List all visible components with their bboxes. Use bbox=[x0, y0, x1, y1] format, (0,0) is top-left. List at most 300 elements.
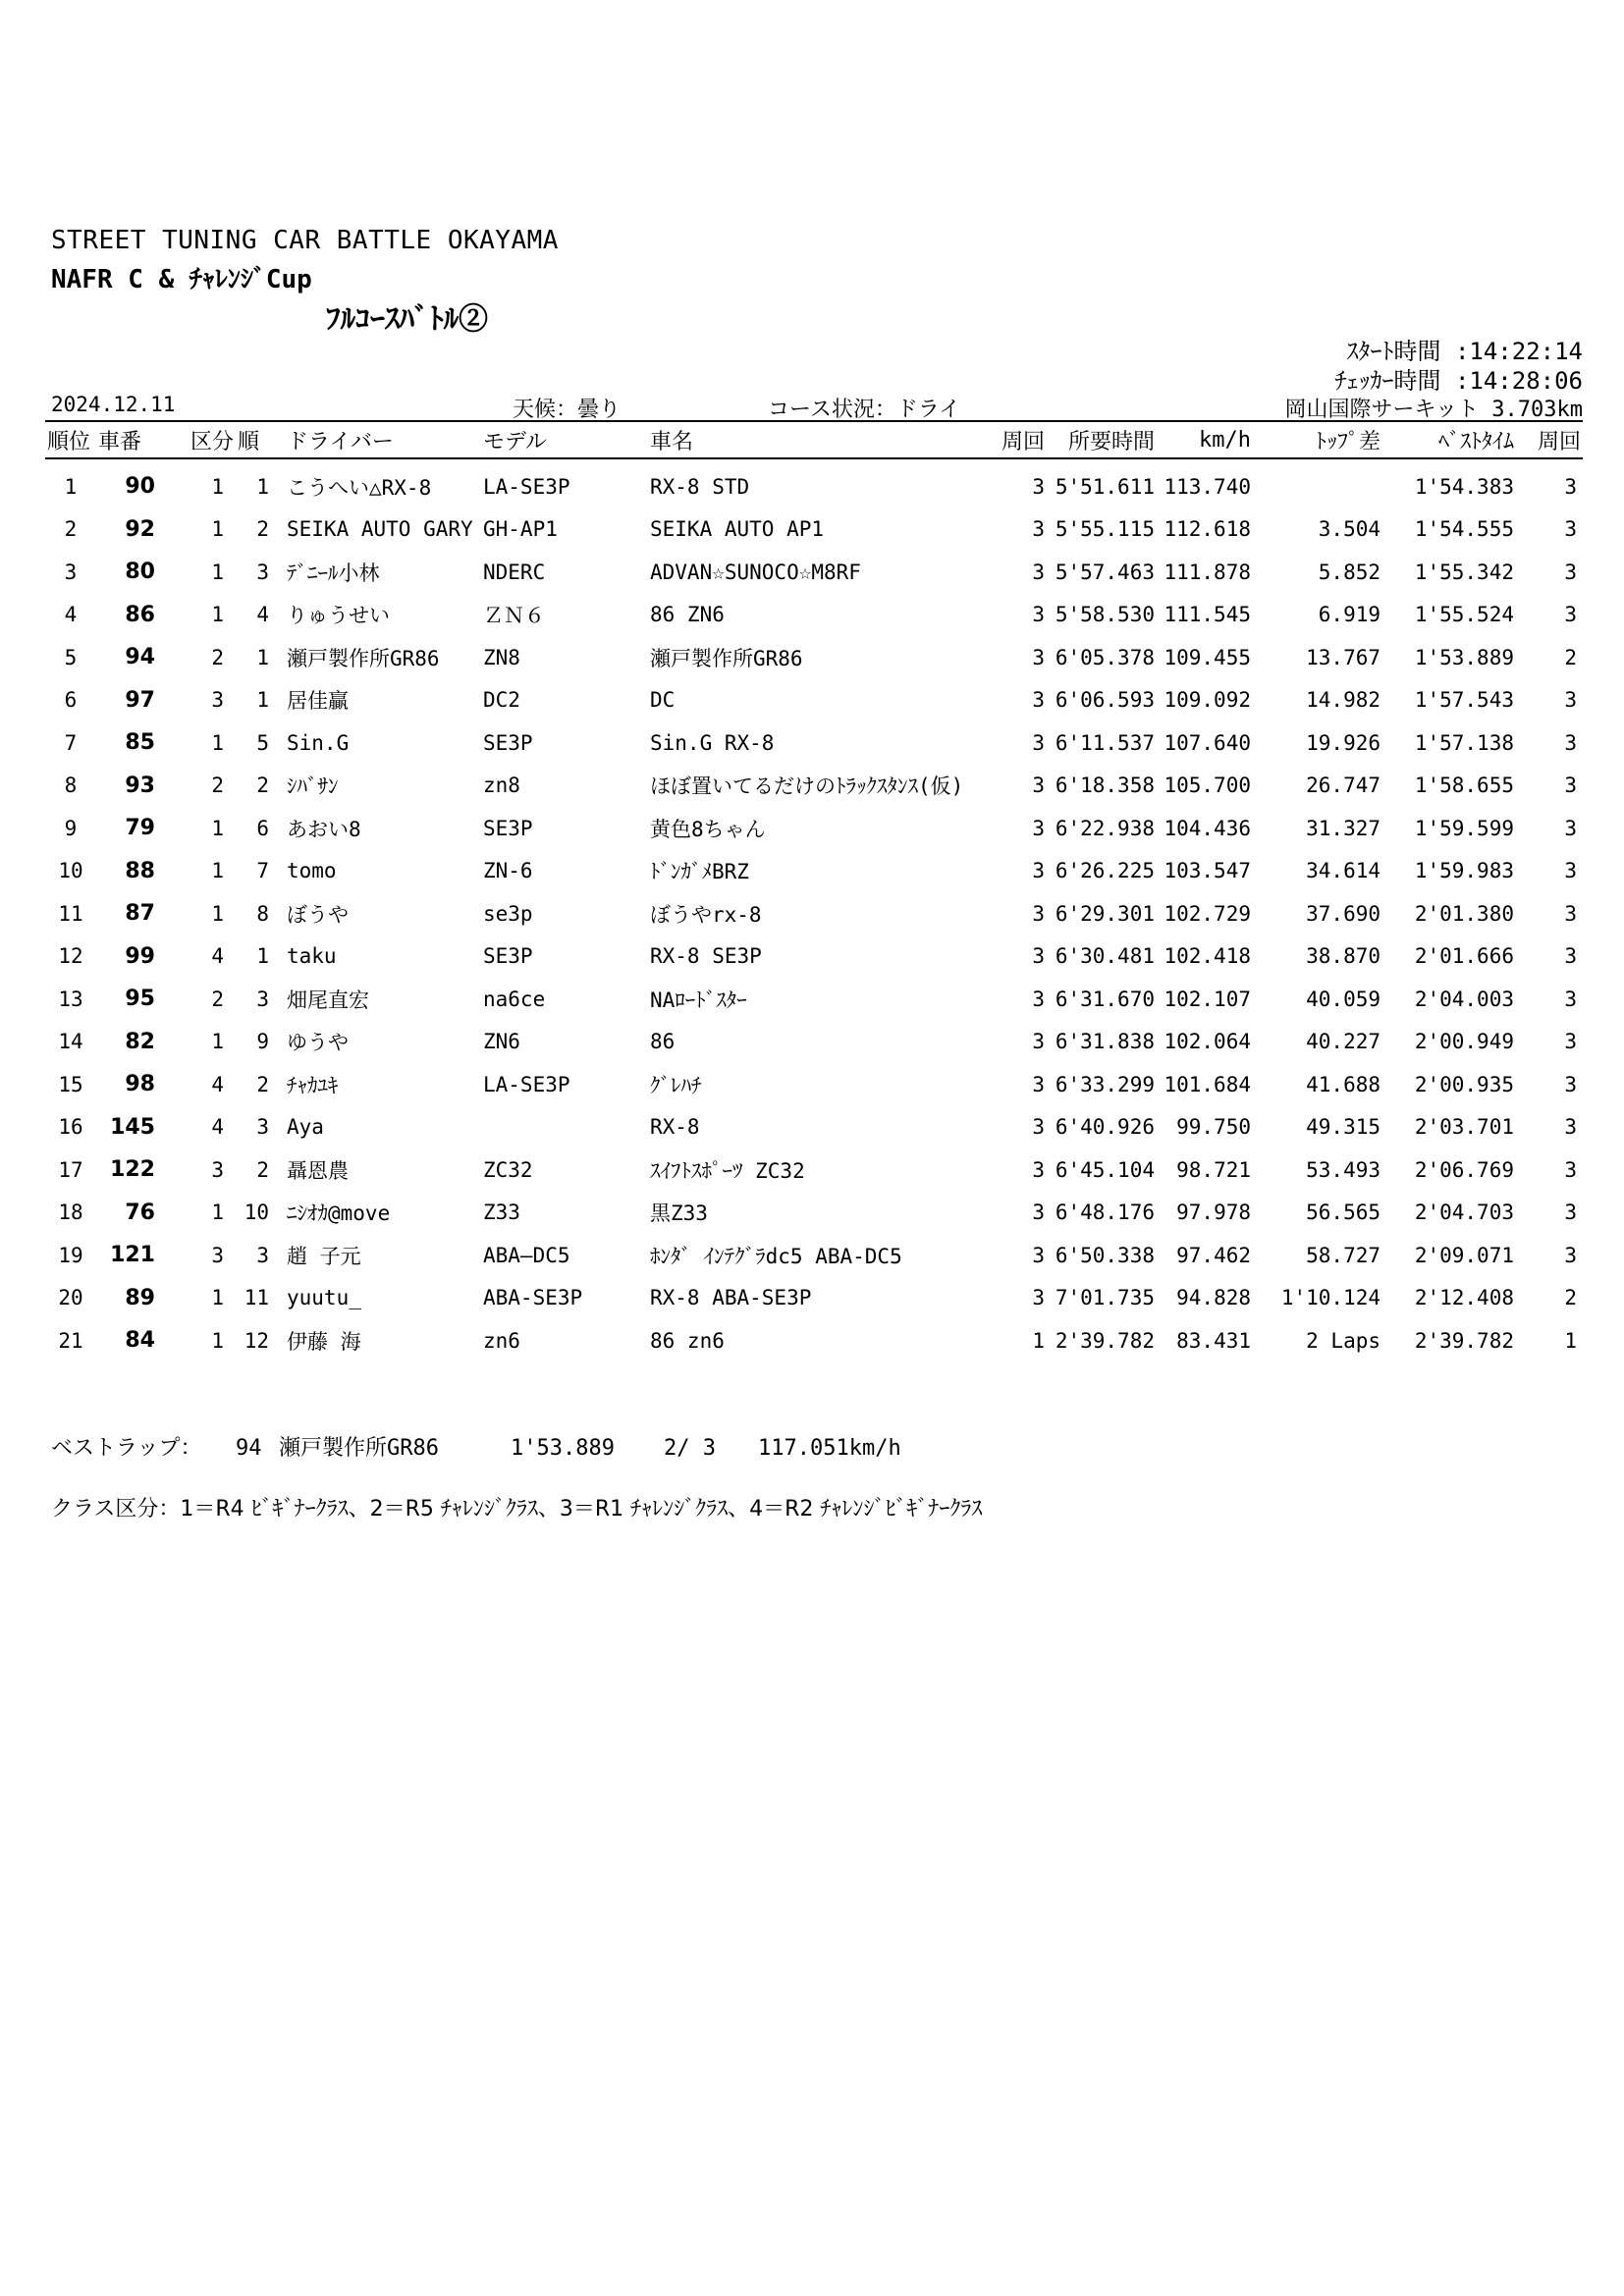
cell-total-time: 6'33.299 bbox=[1055, 1072, 1155, 1096]
cell-model: SE3P bbox=[483, 944, 533, 969]
cell-position: 3 bbox=[64, 560, 78, 584]
cell-laps: 3 bbox=[1032, 1157, 1045, 1182]
cell-laps: 3 bbox=[1032, 987, 1045, 1011]
cell-car-name: ﾄﾞﾝｶﾞﾒBRZ bbox=[650, 860, 749, 884]
cell-car-name: ぼうやrx-8 bbox=[650, 902, 762, 927]
cell-model: Z33 bbox=[483, 1201, 520, 1225]
cell-car-number: 98 bbox=[125, 1072, 155, 1097]
cell-total-time: 6'22.938 bbox=[1055, 816, 1155, 840]
cell-class-position: 2 bbox=[256, 1072, 269, 1096]
cell-class: 2 bbox=[211, 987, 224, 1011]
cell-class: 2 bbox=[211, 645, 224, 669]
cell-model: ＺＮ６ bbox=[483, 604, 545, 628]
cell-gap: 37.690 bbox=[1306, 901, 1380, 926]
cell-speed: 83.431 bbox=[1176, 1328, 1251, 1353]
cell-best-time: 2'00.935 bbox=[1414, 1072, 1514, 1096]
best-lap-car-no: 94 bbox=[236, 1436, 262, 1461]
cell-laps: 3 bbox=[1032, 1115, 1045, 1140]
cell-speed: 113.740 bbox=[1164, 474, 1251, 499]
cell-car-number: 80 bbox=[125, 560, 155, 585]
best-lap-lap: 2/ 3 bbox=[664, 1436, 716, 1461]
cell-total-time: 5'57.463 bbox=[1055, 560, 1155, 584]
cell-model: zn6 bbox=[483, 1328, 520, 1353]
cell-position: 9 bbox=[64, 816, 78, 840]
cell-model: LA-SE3P bbox=[483, 474, 570, 499]
cell-class-position: 2 bbox=[256, 1157, 269, 1182]
cell-class-position: 9 bbox=[256, 1030, 269, 1054]
cell-car-number: 94 bbox=[125, 645, 155, 670]
cell-car-number: 145 bbox=[110, 1114, 155, 1140]
cell-class: 1 bbox=[211, 1286, 224, 1310]
cell-position: 17 bbox=[58, 1157, 83, 1182]
cell-gap: 14.982 bbox=[1306, 688, 1380, 713]
cell-speed: 112.618 bbox=[1164, 517, 1251, 542]
race-date: 2024.12.11 bbox=[51, 393, 176, 416]
table-row bbox=[45, 636, 1583, 679]
cell-car-number: 85 bbox=[125, 730, 155, 756]
circuit-name: 岡山国際サーキット 3.703km bbox=[1284, 398, 1583, 422]
table-row bbox=[45, 1148, 1583, 1192]
cell-class: 1 bbox=[211, 730, 224, 755]
cell-best-lap: 2 bbox=[1564, 1286, 1577, 1310]
cell-gap: 1'10.124 bbox=[1280, 1286, 1380, 1310]
cell-car-number: 121 bbox=[110, 1243, 155, 1268]
cell-best-lap: 3 bbox=[1564, 901, 1577, 926]
cell-car-name: ADVAN☆SUNOCO☆M8RF bbox=[650, 560, 861, 584]
cell-speed: 107.640 bbox=[1164, 730, 1251, 755]
cell-car-name: RX-8 STD bbox=[650, 474, 750, 499]
cell-best-time: 2'39.782 bbox=[1414, 1328, 1514, 1353]
cell-gap: 38.870 bbox=[1306, 944, 1380, 969]
cell-car-name: RX-8 ABA-SE3P bbox=[650, 1286, 812, 1310]
cell-best-time: 2'01.666 bbox=[1414, 944, 1514, 969]
cell-car-name: 瀬戸製作所GR86 bbox=[650, 646, 803, 670]
cell-total-time: 6'06.593 bbox=[1055, 688, 1155, 713]
cell-driver: Sin.G bbox=[287, 730, 350, 755]
cell-car-name: 86 zn6 bbox=[650, 1328, 725, 1353]
cell-car-number: 122 bbox=[110, 1157, 155, 1183]
cell-car-name: 86 ZN6 bbox=[650, 603, 725, 627]
cell-gap: 3.504 bbox=[1318, 517, 1380, 542]
cell-car-number: 88 bbox=[125, 858, 155, 883]
cell-class-position: 1 bbox=[256, 474, 269, 499]
cell-best-lap: 3 bbox=[1564, 1201, 1577, 1225]
table-row bbox=[45, 935, 1583, 979]
cell-laps: 3 bbox=[1032, 1072, 1045, 1096]
cell-speed: 99.750 bbox=[1176, 1115, 1251, 1140]
best-lap-label: ベストラップ： bbox=[51, 1436, 202, 1461]
cell-model: zn8 bbox=[483, 774, 520, 798]
best-lap-time: 1'53.889 bbox=[511, 1436, 615, 1461]
cell-gap: 56.565 bbox=[1306, 1201, 1380, 1225]
cell-driver: 趙 子元 bbox=[287, 1244, 361, 1268]
cell-laps: 1 bbox=[1032, 1328, 1045, 1353]
cell-model: GH-AP1 bbox=[483, 517, 558, 542]
table-row bbox=[45, 508, 1583, 552]
cell-total-time: 6'45.104 bbox=[1055, 1157, 1155, 1182]
cell-model: ZN-6 bbox=[483, 859, 533, 883]
cell-total-time: 6'05.378 bbox=[1055, 645, 1155, 669]
col-header: 順位 bbox=[45, 421, 96, 458]
cell-driver: ﾆｼｵｶ@move bbox=[287, 1201, 391, 1226]
cell-laps: 3 bbox=[1032, 859, 1045, 883]
cell-model: SE3P bbox=[483, 816, 533, 840]
col-header: 区分 bbox=[157, 421, 236, 458]
cell-class-position: 8 bbox=[256, 901, 269, 926]
table-row bbox=[45, 1192, 1583, 1235]
cell-total-time: 6'30.481 bbox=[1055, 944, 1155, 969]
cell-best-time: 1'59.983 bbox=[1414, 859, 1514, 883]
cell-laps: 3 bbox=[1032, 645, 1045, 669]
cell-gap bbox=[1253, 458, 1382, 508]
cell-driver: ｼﾊﾞｻﾝ bbox=[287, 774, 339, 799]
cell-car-name: NAﾛｰﾄﾞｽﾀｰ bbox=[650, 988, 747, 1012]
cell-best-lap: 3 bbox=[1564, 774, 1577, 798]
cell-speed: 103.547 bbox=[1164, 859, 1251, 883]
cell-position: 6 bbox=[64, 688, 78, 713]
table-row bbox=[45, 1106, 1583, 1149]
cell-position: 21 bbox=[58, 1328, 83, 1353]
cell-best-time: 1'54.555 bbox=[1414, 517, 1514, 542]
cell-position: 20 bbox=[58, 1286, 83, 1310]
cell-speed: 109.455 bbox=[1164, 645, 1251, 669]
course-condition: コース状況：ドライ bbox=[768, 398, 961, 422]
cell-speed: 98.721 bbox=[1176, 1157, 1251, 1182]
cell-total-time: 2'39.782 bbox=[1055, 1328, 1155, 1353]
cell-car-number: 89 bbox=[125, 1285, 155, 1310]
cell-car-name: ｽｲﾌﾄｽﾎﾟｰﾂ ZC32 bbox=[650, 1158, 805, 1183]
cell-gap: 58.727 bbox=[1306, 1243, 1380, 1267]
cell-class: 1 bbox=[211, 603, 224, 627]
cell-car-name: Sin.G RX-8 bbox=[650, 730, 775, 755]
cell-car-number: 76 bbox=[125, 1200, 155, 1225]
cell-best-time: 1'57.543 bbox=[1414, 688, 1514, 713]
cell-class-position: 2 bbox=[256, 774, 269, 798]
cell-best-time: 1'54.383 bbox=[1414, 474, 1514, 499]
cell-best-lap: 3 bbox=[1564, 474, 1577, 499]
cell-laps: 3 bbox=[1032, 1201, 1045, 1225]
cell-position: 14 bbox=[58, 1030, 83, 1054]
cell-speed: 111.878 bbox=[1164, 560, 1251, 584]
col-header: 周回 bbox=[996, 421, 1047, 458]
cell-car-name: DC bbox=[650, 688, 676, 713]
cell-best-time: 1'55.524 bbox=[1414, 603, 1514, 627]
table-row bbox=[45, 1277, 1583, 1320]
cell-car-number: 82 bbox=[125, 1029, 155, 1054]
cell-car-number: 79 bbox=[125, 816, 155, 841]
cell-best-lap: 3 bbox=[1564, 987, 1577, 1011]
start-time: ｽﾀｰﾄ時間 :14:22:14 bbox=[1346, 338, 1583, 365]
col-header: 周回 bbox=[1516, 421, 1583, 458]
cell-driver: あおい8 bbox=[287, 817, 361, 841]
cell-best-lap: 3 bbox=[1564, 517, 1577, 542]
cell-class: 4 bbox=[211, 1115, 224, 1140]
cell-class: 1 bbox=[211, 474, 224, 499]
cell-position: 13 bbox=[58, 987, 83, 1011]
cell-laps: 3 bbox=[1032, 517, 1045, 542]
cell-best-lap: 3 bbox=[1564, 1157, 1577, 1182]
cell-driver: 聶恩農 bbox=[287, 1158, 349, 1183]
cell-speed: 102.107 bbox=[1164, 987, 1251, 1011]
cell-gap: 53.493 bbox=[1306, 1157, 1380, 1182]
col-header: 所要時間 bbox=[1047, 421, 1157, 458]
cell-gap: 40.059 bbox=[1306, 987, 1380, 1011]
cell-class: 3 bbox=[211, 1243, 224, 1267]
cell-laps: 3 bbox=[1032, 774, 1045, 798]
cell-best-time: 2'01.380 bbox=[1414, 901, 1514, 926]
cell-gap: 26.747 bbox=[1306, 774, 1380, 798]
race-title: ﾌﾙｺｰｽﾊﾞﾄﾙ② bbox=[326, 302, 488, 337]
cell-position: 12 bbox=[58, 944, 83, 969]
table-row bbox=[45, 679, 1583, 722]
cell-driver: ゆうや bbox=[287, 1031, 349, 1055]
cell-gap: 41.688 bbox=[1306, 1072, 1380, 1096]
table-row bbox=[45, 850, 1583, 893]
cell-position: 4 bbox=[64, 603, 78, 627]
cell-gap: 40.227 bbox=[1306, 1030, 1380, 1054]
cell-best-time: 1'59.599 bbox=[1414, 816, 1514, 840]
cell-car-number: 86 bbox=[125, 602, 155, 627]
cell-class-position: 7 bbox=[256, 859, 269, 883]
cell-class: 4 bbox=[211, 944, 224, 969]
cell-laps: 3 bbox=[1032, 944, 1045, 969]
cell-total-time: 6'40.926 bbox=[1055, 1115, 1155, 1140]
col-header: 車番 bbox=[96, 421, 157, 458]
cell-best-lap: 3 bbox=[1564, 603, 1577, 627]
cell-best-lap: 3 bbox=[1564, 816, 1577, 840]
cell-speed: 109.092 bbox=[1164, 688, 1251, 713]
cell-class: 3 bbox=[211, 1157, 224, 1182]
cell-car-number: 92 bbox=[125, 516, 155, 542]
cell-model: ZC32 bbox=[483, 1157, 533, 1182]
cell-best-lap: 3 bbox=[1564, 944, 1577, 969]
cell-position: 11 bbox=[58, 901, 83, 926]
cell-best-time: 2'03.701 bbox=[1414, 1115, 1514, 1140]
cell-best-time: 1'58.655 bbox=[1414, 774, 1514, 798]
cell-driver: 伊藤 海 bbox=[287, 1329, 361, 1354]
cell-best-time: 1'53.889 bbox=[1414, 645, 1514, 669]
col-header: ﾍﾞｽﾄﾀｲﾑ bbox=[1382, 421, 1516, 458]
cell-gap: 13.767 bbox=[1306, 645, 1380, 669]
cell-best-lap: 3 bbox=[1564, 560, 1577, 584]
col-header: モデル bbox=[481, 421, 648, 458]
cell-class-position: 3 bbox=[256, 987, 269, 1011]
cell-car-name: 黒Z33 bbox=[650, 1201, 708, 1226]
cell-gap: 2 Laps bbox=[1306, 1328, 1380, 1353]
cell-driver: yuutu_ bbox=[287, 1286, 361, 1310]
cell-car-name: 86 bbox=[650, 1030, 676, 1054]
cell-driver: 瀬戸製作所GR86 bbox=[287, 646, 440, 670]
cell-position: 2 bbox=[64, 517, 78, 542]
cell-driver: 居佳贏 bbox=[287, 689, 349, 714]
cell-class-position: 3 bbox=[256, 560, 269, 584]
cell-total-time: 6'29.301 bbox=[1055, 901, 1155, 926]
cell-car-number: 84 bbox=[125, 1328, 155, 1354]
cell-model: ABA—DC5 bbox=[483, 1243, 570, 1267]
col-header: 順 bbox=[236, 421, 271, 458]
cell-best-lap: 3 bbox=[1564, 1030, 1577, 1054]
cell-driver: 畑尾直宏 bbox=[287, 988, 369, 1012]
cell-laps: 3 bbox=[1032, 901, 1045, 926]
cell-car-name: ﾎﾝﾀﾞ ｲﾝﾃｸﾞﾗdc5 ABA-DC5 bbox=[650, 1244, 902, 1268]
cell-total-time: 6'48.176 bbox=[1055, 1201, 1155, 1225]
cell-position: 7 bbox=[64, 730, 78, 755]
cell-position: 1 bbox=[64, 474, 78, 499]
cell-total-time: 5'51.611 bbox=[1055, 474, 1155, 499]
cell-total-time: 6'50.338 bbox=[1055, 1243, 1155, 1267]
cell-position: 15 bbox=[58, 1072, 83, 1096]
weather: 天候：曇り bbox=[513, 398, 622, 422]
table-row bbox=[45, 458, 1583, 508]
cell-class-position: 1 bbox=[256, 944, 269, 969]
cell-position: 8 bbox=[64, 774, 78, 798]
cell-class-position: 4 bbox=[256, 603, 269, 627]
cell-car-name: RX-8 SE3P bbox=[650, 944, 762, 969]
cell-best-time: 2'12.408 bbox=[1414, 1286, 1514, 1310]
cell-total-time: 5'58.530 bbox=[1055, 603, 1155, 627]
cell-gap: 31.327 bbox=[1306, 816, 1380, 840]
cell-speed: 101.684 bbox=[1164, 1072, 1251, 1096]
cell-model: ABA-SE3P bbox=[483, 1286, 583, 1310]
cell-car-name: ｸﾞﾚﾊﾁ bbox=[650, 1073, 702, 1097]
cell-class-position: 3 bbox=[256, 1115, 269, 1140]
cell-model: SE3P bbox=[483, 730, 533, 755]
table-header-row bbox=[45, 421, 1583, 458]
cell-class: 1 bbox=[211, 816, 224, 840]
cell-laps: 3 bbox=[1032, 688, 1045, 713]
col-header: ﾄｯﾌﾟ差 bbox=[1253, 421, 1382, 458]
cell-class-position: 6 bbox=[256, 816, 269, 840]
cell-speed: 111.545 bbox=[1164, 603, 1251, 627]
cell-class-position: 1 bbox=[256, 688, 269, 713]
cell-car-number: 97 bbox=[125, 687, 155, 713]
table-row bbox=[45, 594, 1583, 637]
cell-driver: ﾁｬｶﾕｷ bbox=[287, 1073, 339, 1097]
cell-best-lap: 3 bbox=[1564, 1243, 1577, 1267]
cell-total-time: 6'18.358 bbox=[1055, 774, 1155, 798]
cell-speed: 102.064 bbox=[1164, 1030, 1251, 1054]
cell-model: ZN6 bbox=[483, 1030, 520, 1054]
cell-position: 16 bbox=[58, 1115, 83, 1140]
cell-car-number: 93 bbox=[125, 773, 155, 798]
cell-total-time: 6'11.537 bbox=[1055, 730, 1155, 755]
cell-gap: 34.614 bbox=[1306, 859, 1380, 883]
cell-laps: 3 bbox=[1032, 1030, 1045, 1054]
cell-best-time: 2'04.003 bbox=[1414, 987, 1514, 1011]
cell-class: 1 bbox=[211, 1201, 224, 1225]
table-row bbox=[45, 551, 1583, 594]
cell-speed: 105.700 bbox=[1164, 774, 1251, 798]
cell-best-lap: 3 bbox=[1564, 1072, 1577, 1096]
cell-speed: 102.418 bbox=[1164, 944, 1251, 969]
table-row bbox=[45, 892, 1583, 935]
series-title: NAFR C & ﾁｬﾚﾝｼﾞCup bbox=[51, 265, 312, 294]
cell-class: 1 bbox=[211, 859, 224, 883]
cell-laps: 3 bbox=[1032, 603, 1045, 627]
cell-car-name: ほぼ置いてるだけのﾄﾗｯｸｽﾀﾝｽ(仮) bbox=[650, 774, 964, 799]
cell-gap: 5.852 bbox=[1318, 560, 1380, 584]
cell-best-time: 2'04.703 bbox=[1414, 1201, 1514, 1225]
table-row bbox=[45, 807, 1583, 850]
cell-class: 3 bbox=[211, 688, 224, 713]
cell-position: 19 bbox=[58, 1243, 83, 1267]
cell-car-name: SEIKA AUTO AP1 bbox=[650, 517, 825, 542]
results-table bbox=[45, 420, 1583, 1362]
cell-class-position: 12 bbox=[244, 1328, 269, 1353]
cell-class: 1 bbox=[211, 901, 224, 926]
table-row bbox=[45, 721, 1583, 765]
cell-best-lap: 3 bbox=[1564, 1115, 1577, 1140]
cell-laps: 3 bbox=[1032, 1243, 1045, 1267]
event-title: STREET TUNING CAR BATTLE OKAYAMA bbox=[51, 226, 559, 255]
cell-speed: 97.462 bbox=[1176, 1243, 1251, 1267]
cell-position: 18 bbox=[58, 1201, 83, 1225]
checker-time: ﾁｪｯｶｰ時間 :14:28:06 bbox=[1334, 367, 1583, 395]
cell-class: 1 bbox=[211, 1328, 224, 1353]
best-lap-name: 瀬戸製作所GR86 bbox=[279, 1436, 439, 1461]
cell-class: 1 bbox=[211, 1030, 224, 1054]
table-row bbox=[45, 1234, 1583, 1277]
cell-model: ZN8 bbox=[483, 645, 520, 669]
table-row bbox=[45, 1063, 1583, 1106]
cell-driver: tomo bbox=[287, 859, 337, 883]
cell-laps: 3 bbox=[1032, 560, 1045, 584]
cell-total-time: 5'55.115 bbox=[1055, 517, 1155, 542]
cell-class-position: 2 bbox=[256, 517, 269, 542]
cell-gap: 49.315 bbox=[1306, 1115, 1380, 1140]
cell-car-name: 黄色8ちゃん bbox=[650, 817, 766, 841]
cell-best-lap: 2 bbox=[1564, 645, 1577, 669]
best-lap-speed: 117.051km/h bbox=[758, 1436, 901, 1461]
cell-best-lap: 3 bbox=[1564, 730, 1577, 755]
cell-model: NDERC bbox=[483, 560, 546, 584]
cell-best-time: 2'09.071 bbox=[1414, 1243, 1514, 1267]
cell-car-number: 99 bbox=[125, 943, 155, 969]
cell-total-time: 6'31.670 bbox=[1055, 987, 1155, 1011]
cell-class-position: 5 bbox=[256, 730, 269, 755]
cell-car-number: 95 bbox=[125, 987, 155, 1012]
cell-driver: Aya bbox=[287, 1115, 324, 1140]
cell-driver: taku bbox=[287, 944, 337, 969]
table-row bbox=[45, 978, 1583, 1021]
best-lap bbox=[51, 1431, 901, 1462]
cell-class-position: 11 bbox=[244, 1286, 269, 1310]
cell-best-time: 1'57.138 bbox=[1414, 730, 1514, 755]
cell-driver: SEIKA AUTO GARY bbox=[287, 517, 473, 542]
class-note: クラス区分：1＝R4 ﾋﾞｷﾞﾅｰｸﾗｽ、2＝R5 ﾁｬﾚﾝｼﾞｸﾗｽ、3＝R1 ﾁｬﾚﾝｼﾞｸﾗｽ、4＝R2 ﾁｬﾚﾝｼﾞﾋﾞｷﾞﾅｰｸﾗｽ bbox=[51, 1497, 983, 1522]
cell-total-time: 7'01.735 bbox=[1055, 1286, 1155, 1310]
col-header: km/h bbox=[1157, 421, 1253, 458]
cell-model: LA-SE3P bbox=[483, 1072, 570, 1096]
cell-class: 2 bbox=[211, 774, 224, 798]
cell-speed: 94.828 bbox=[1176, 1286, 1251, 1310]
cell-total-time: 6'31.838 bbox=[1055, 1030, 1155, 1054]
cell-class: 1 bbox=[211, 560, 224, 584]
cell-model bbox=[481, 1106, 648, 1149]
table-row bbox=[45, 765, 1583, 808]
cell-gap: 6.919 bbox=[1318, 603, 1380, 627]
cell-best-time: 2'00.949 bbox=[1414, 1030, 1514, 1054]
cell-car-name: RX-8 bbox=[650, 1115, 700, 1140]
cell-class-position: 1 bbox=[256, 645, 269, 669]
cell-driver: こうへい△RX-8 bbox=[287, 475, 432, 500]
cell-speed: 102.729 bbox=[1164, 901, 1251, 926]
cell-class-position: 3 bbox=[256, 1243, 269, 1267]
cell-position: 5 bbox=[64, 645, 78, 669]
cell-laps: 3 bbox=[1032, 474, 1045, 499]
cell-best-time: 1'55.342 bbox=[1414, 560, 1514, 584]
cell-best-lap: 1 bbox=[1564, 1328, 1577, 1353]
